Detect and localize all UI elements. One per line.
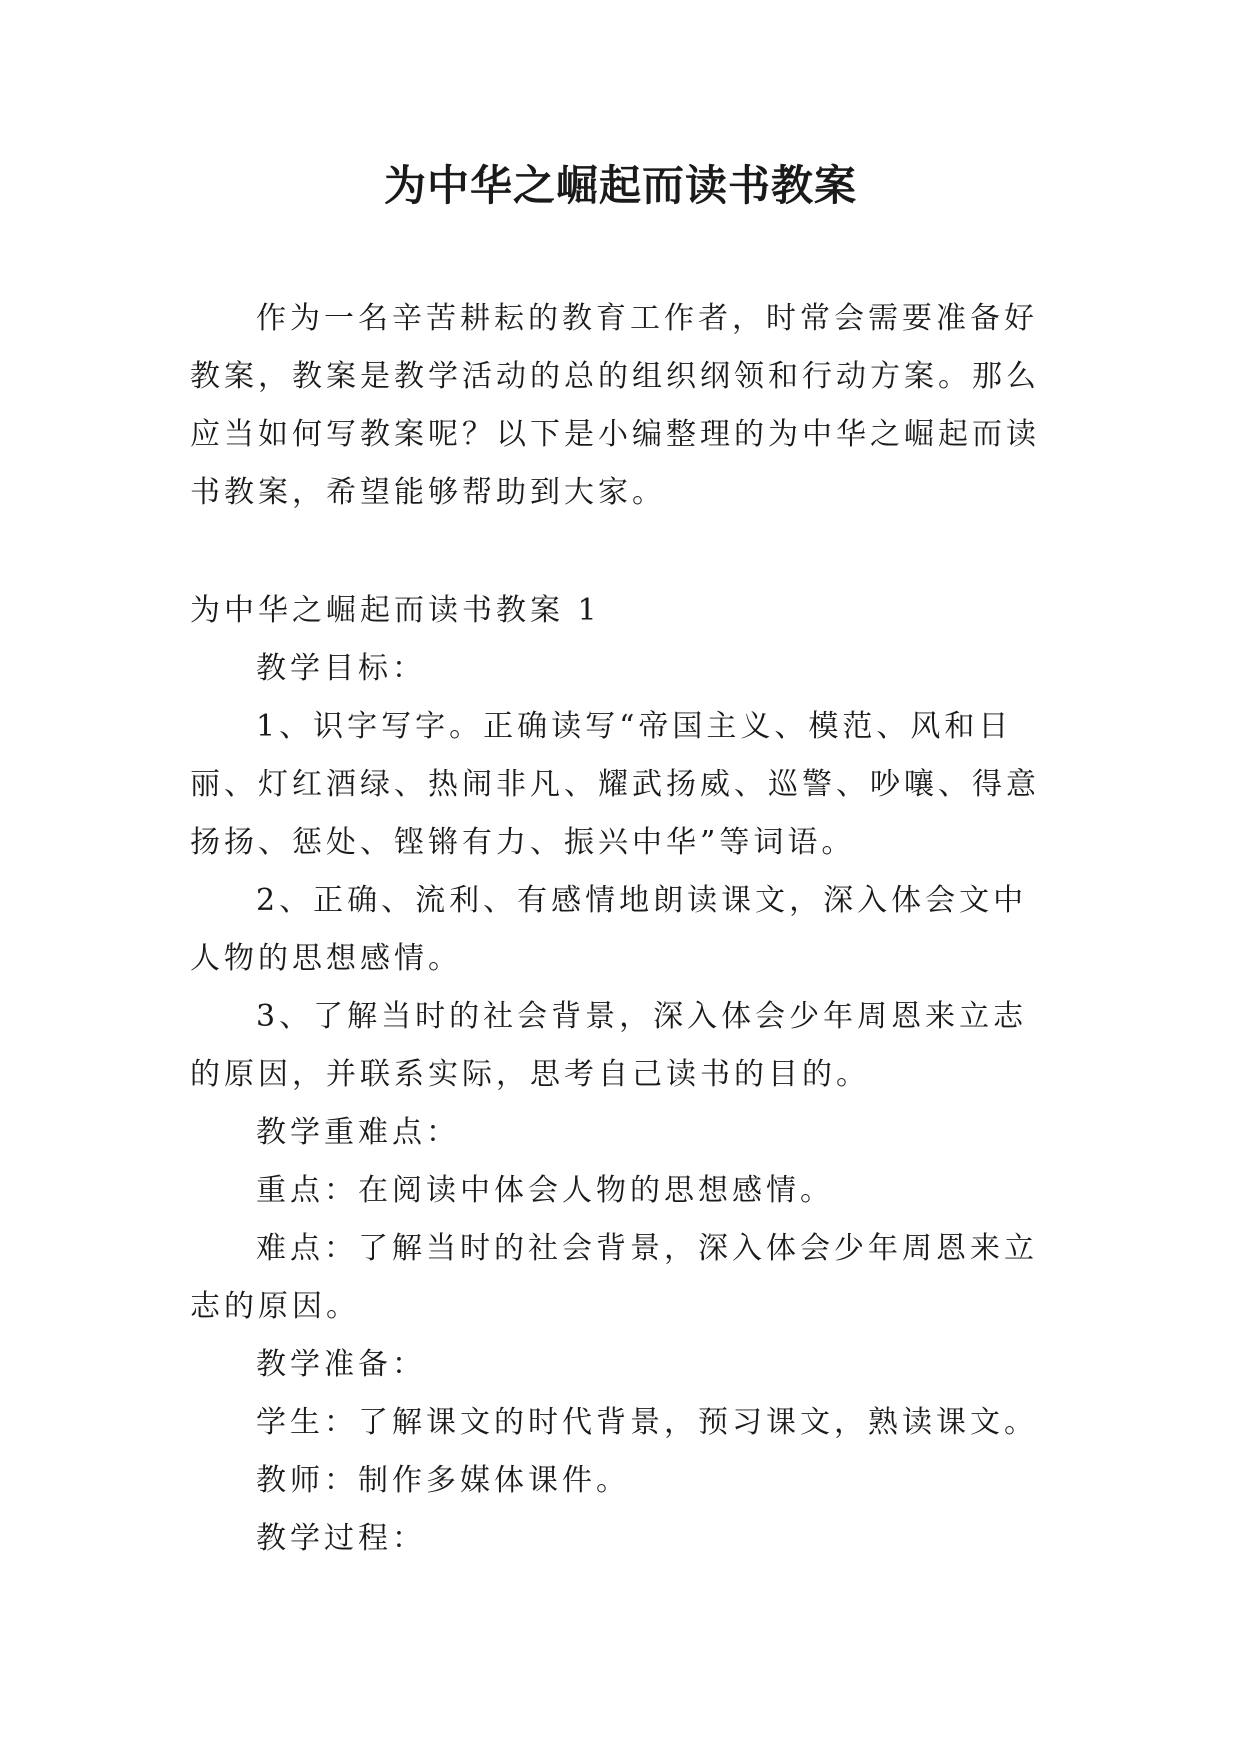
student-preparation-paragraph: 学生：了解课文的时代背景，预习课文，熟读课文。 bbox=[256, 1405, 1038, 1440]
goal-3-paragraph: 3、了解当时的社会背景，深入体会少年周恩来立志的原因，并联系实际，思考自己读书的目的。 bbox=[190, 999, 1028, 1092]
section-heading: 为中华之崛起而读书教案 1 bbox=[190, 593, 601, 628]
intro-paragraph: 作为一名辛苦耕耘的教育工作者，时常会需要准备好教案，教案是教学活动的总的组织纲领和行动方案。那么应当如何写教案呢？以下是小编整理的为中华之崛起而读书教案，希望能够帮助到大家。 bbox=[190, 301, 1040, 510]
heading-preparation: 教学准备： bbox=[256, 1347, 426, 1382]
heading-teaching-process: 教学过程： bbox=[256, 1521, 426, 1556]
key-point-paragraph: 重点：在阅读中体会人物的思想感情。 bbox=[256, 1173, 834, 1208]
heading-teaching-goals: 教学目标： bbox=[256, 651, 426, 686]
difficulty-paragraph: 难点：了解当时的社会背景，深入体会少年周恩来立志的原因。 bbox=[190, 1231, 1038, 1324]
heading-key-difficulties: 教学重难点： bbox=[256, 1115, 460, 1150]
teacher-preparation-paragraph: 教师：制作多媒体课件。 bbox=[256, 1463, 630, 1498]
goal-1-paragraph: 1、识字写字。正确读写“帝国主义、模范、风和日丽、灯红酒绿、热闹非凡、耀武扬威、巡警、吵嚷、得意扬扬、惩处、铿锵有力、振兴中华”等词语。 bbox=[190, 709, 1040, 860]
document-title: 为中华之崛起而读书教案 bbox=[383, 161, 857, 210]
document-body bbox=[190, 290, 1052, 1568]
goal-2-paragraph: 2、正确、流利、有感情地朗读课文，深入体会文中人物的思想感情。 bbox=[190, 883, 1028, 976]
